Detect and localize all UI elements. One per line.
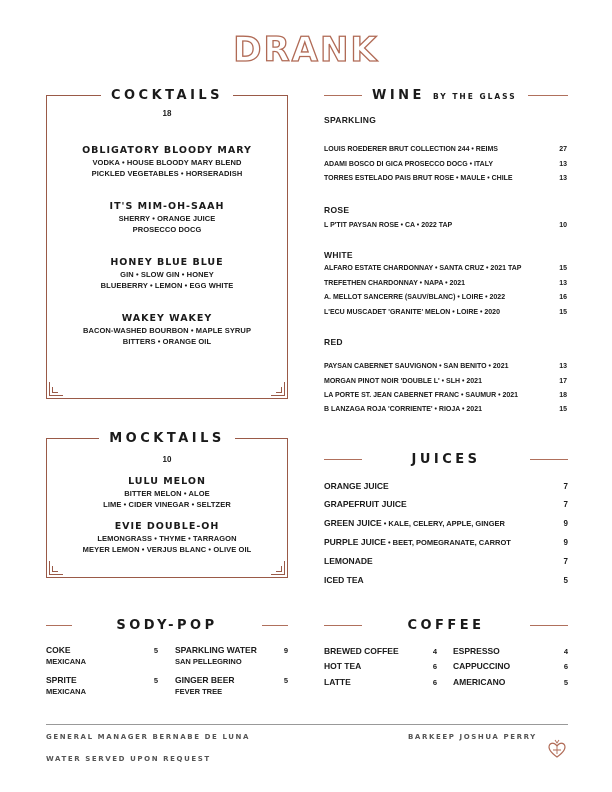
wine-section-label: WHITE [324, 250, 353, 260]
wine-price: 15 [559, 406, 567, 413]
sodypop-item: SPRITE [46, 675, 77, 685]
wine-item: B LANZAGA ROJA 'CORRIENTE' • RIOJA • 2021 [324, 406, 482, 413]
wine-price: 15 [559, 265, 567, 272]
coffee-item: BREWED COFFEE [324, 646, 399, 656]
corner-ornament [276, 387, 282, 393]
sodypop-item: SPARKLING WATER [175, 645, 257, 655]
juice-price: 7 [563, 482, 568, 491]
coffee-item: CAPPUCCINO [453, 661, 511, 671]
juices-heading: JUICES [411, 452, 481, 467]
heart-logo-icon [546, 738, 568, 760]
footer-manager: GENERAL MANAGER BERNABE DE LUNA [46, 733, 251, 741]
juice-price: 7 [563, 557, 568, 566]
divider-rule [528, 95, 568, 96]
wine-item: A. MELLOT SANCERRE (SAUV/BLANC) • LOIRE • 2022 [324, 294, 506, 301]
juice-item: ORANGE JUICE [324, 481, 389, 491]
sodypop-item-sub: SAN PELLEGRINO [175, 657, 242, 666]
wine-section-label: ROSE [324, 205, 350, 215]
page-title: DRANK [233, 30, 379, 70]
cocktails-price: 18 [162, 109, 172, 118]
juice-item: GREEN JUICE • KALE, CELERY, APPLE, GINGER [324, 518, 505, 528]
cocktail-item: OBLIGATORY BLOODY MARY VODKA • HOUSE BLOODY MARY BLEND PICKLED VEGETABLES • HORSERADISH [82, 145, 252, 178]
mocktails-heading: MOCKTAILS [47, 431, 287, 446]
mocktails-price: 10 [162, 455, 172, 464]
coffee-price: 6 [432, 662, 437, 671]
wine-price: 13 [559, 280, 567, 287]
coffee-price: 6 [563, 662, 568, 671]
wine-section-label: SPARKLING [324, 115, 377, 125]
footer-barkeep: BARKEEP JOSHUA PERRY [408, 733, 537, 741]
wine-price: 13 [559, 161, 567, 168]
cocktails-heading: COCKTAILS [47, 88, 287, 103]
wine-item: TREFETHEN CHARDONNAY • NAPA • 2021 [324, 280, 466, 287]
divider-rule [324, 95, 362, 96]
sodypop-item-sub: FEVER TREE [175, 687, 223, 696]
wine-price: 18 [559, 392, 567, 399]
mocktails-box [46, 431, 288, 578]
coffee-price: 4 [432, 647, 437, 656]
sodypop-heading: SODY-POP [116, 618, 218, 633]
wine-item: TORRES ESTELADO PAIS BRUT ROSE • MAULE • CHILE [324, 175, 513, 182]
footer-water: WATER SERVED UPON REQUEST [46, 755, 211, 763]
juice-price: 7 [563, 500, 568, 509]
wine-price: 10 [559, 222, 567, 229]
juice-price: 9 [563, 538, 568, 547]
sodypop-price: 5 [153, 676, 158, 685]
juice-item: GRAPEFRUIT JUICE [324, 499, 407, 509]
juice-price: 9 [563, 519, 568, 528]
wine-heading-suffix: BY THE GLASS [432, 92, 517, 101]
sodypop-price: 5 [283, 676, 288, 685]
wine-item: LA PORTE ST. JEAN CABERNET FRANC • SAUMUR • 2021 [324, 392, 519, 399]
wine-price: 27 [559, 146, 567, 153]
coffee-item: AMERICANO [453, 677, 506, 687]
wine-section-label: RED [324, 337, 343, 347]
footer-divider [46, 724, 568, 725]
sodypop-item-sub: MEXICANA [46, 687, 87, 696]
wine-price: 17 [559, 378, 567, 385]
corner-ornament [276, 566, 282, 572]
coffee-price: 6 [432, 678, 437, 687]
juice-item: LEMONADE [324, 556, 373, 566]
wine-price: 16 [559, 294, 567, 301]
divider-rule [530, 625, 568, 626]
divider-rule [262, 625, 288, 626]
coffee-item: LATTE [324, 677, 351, 687]
wine-item: ALFARO ESTATE CHARDONNAY • SANTA CRUZ • 2021 TAP [324, 265, 522, 272]
juice-item: PURPLE JUICE • BEET, POMEGRANATE, CARROT [324, 537, 511, 547]
wine-price: 13 [559, 363, 567, 370]
coffee-price: 5 [563, 678, 568, 687]
cocktail-item: WAKEY WAKEY BACON-WASHED BOURBON • MAPLE SYRUP BITTERS • ORANGE OIL [82, 313, 252, 346]
sodypop-item: GINGER BEER [175, 675, 235, 685]
wine-heading: WINE BY THE GLASS [372, 88, 517, 103]
juice-price: 5 [563, 576, 568, 585]
wine-price: 15 [559, 309, 567, 316]
coffee-item: HOT TEA [324, 661, 362, 671]
corner-ornament [52, 387, 58, 393]
wine-item: L'ECU MUSCADET 'GRANITE' MELON • LOIRE • 2020 [324, 309, 500, 316]
wine-item: MORGAN PINOT NOIR 'DOUBLE L' • SLH • 2021 [324, 378, 482, 385]
wine-price: 13 [559, 175, 567, 182]
divider-rule [530, 459, 568, 460]
cocktails-box [46, 88, 288, 399]
mocktail-item: EVIE DOUBLE-OH LEMONGRASS • THYME • TARRAGON MEYER LEMON • VERJUS BLANC • OLIVE OIL [82, 521, 252, 554]
wine-item: L P'TIT PAYSAN ROSE • CA • 2022 TAP [324, 222, 453, 229]
wine-item: LOUIS ROEDERER BRUT COLLECTION 244 • REIMS [324, 146, 498, 153]
wine-item: ADAMI BOSCO DI GICA PROSECCO DOCG • ITALY [324, 161, 494, 168]
sodypop-item: COKE [46, 645, 71, 655]
mocktail-item: LULU MELON BITTER MELON • ALOE LIME • CIDER VINEGAR • SELTZER [103, 476, 231, 509]
coffee-heading: COFFEE [407, 618, 485, 633]
coffee-item: ESPRESSO [453, 646, 500, 656]
corner-ornament [52, 566, 58, 572]
wine-item: PAYSAN CABERNET SAUVIGNON • SAN BENITO • 2021 [324, 363, 509, 370]
sodypop-price: 9 [283, 646, 288, 655]
sodypop-item-sub: MEXICANA [46, 657, 87, 666]
coffee-price: 4 [563, 647, 568, 656]
cocktail-item: IT'S MIM-OH-SAAH SHERRY • ORANGE JUICE PROSECCO DOCG [109, 201, 225, 234]
sodypop-price: 5 [153, 646, 158, 655]
juice-item: ICED TEA [324, 575, 364, 585]
cocktail-item: HONEY BLUE BLUE GIN • SLOW GIN • HONEY BLUEBERRY • LEMON • EGG WHITE [100, 257, 234, 290]
